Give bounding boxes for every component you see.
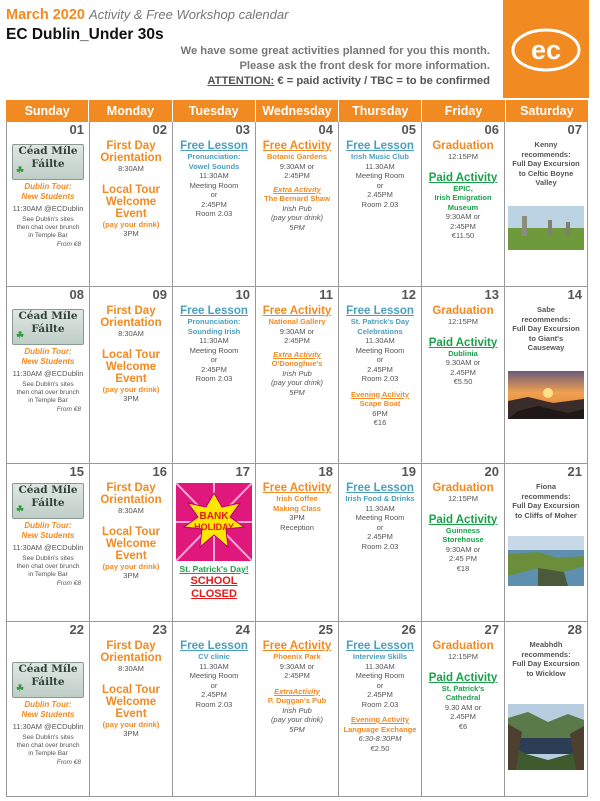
day-friday: Friday <box>422 100 505 122</box>
day-cell: 19 Free Lesson Irish Food & Drinks 11.30AM Meeting Room or 2.45PM Room 2.03 <box>339 464 422 621</box>
day-cell: 10 Free Lesson Pronunciation: Sounding Irish 11:30AM Meeting Room or 2:45PM Room 2.03 <box>173 287 256 463</box>
intro-text: We have some great activities planned for you this month. Please ask the front desk for more information. ATTENTION: € = paid activity / TBC = to be confirmed <box>180 45 490 87</box>
calendar-title: March 2020 Activity & Free Workshop calendar <box>6 7 289 23</box>
school-title: EC Dublin_Under 30s <box>6 26 164 43</box>
cead-mile-failte-sign: ☘ Céad Míle Fáilte <box>12 144 84 180</box>
day-cell: 23 First Day Orientation 8:30AM Local Tour Welcome Event (pay your drink) 3PM <box>90 622 173 796</box>
day-cell: 20 Graduation 12:15PM Paid Activity Guinness Storehouse 9:30AM or 2:45 PM €18 <box>422 464 505 621</box>
day-cell: 18 Free Activity Irish Coffee Making Class 3PM Reception <box>256 464 339 621</box>
day-header-row <box>6 100 588 122</box>
day-cell: 08 ☘ Céad Míle Fáilte Dublin Tour: New Students 11:30AM @ECDublin See Dublin's sites then chat over brunch in Temple Bar From €8 <box>7 287 90 463</box>
ec-logo <box>503 0 589 98</box>
day-cell: 12 Free Lesson St. Patrick's Day Celebrations 11.30AM Meeting Room or 2.45PM Room 2.03 Evening Activity Scape Boat 6PM €16 <box>339 287 422 463</box>
bank-holiday-graphic <box>176 483 252 561</box>
cead-mile-failte-sign: ☘ Céad Míle Fáilte <box>12 662 84 698</box>
svg-text:BANK: BANK <box>199 511 229 522</box>
calendar <box>6 100 588 797</box>
day-cell: 03 Free Lesson Pronunciation: Vowel Sounds 11:30AM Meeting Room or 2:45PM Room 2.03 <box>173 122 256 286</box>
day-cell: 07 Kenny recommends: Full Day Excursion to Celtic Boyne Valley <box>505 122 588 286</box>
day-cell: 01 ☘ Céad Míle Fáilte Dublin Tour: New Students 11:30AM @ECDublin See Dublin's sites then chat over brunch in Temple Bar From €8 <box>7 122 90 286</box>
svg-text:ec: ec <box>530 35 562 65</box>
day-cell: 15 ☘ Céad Míle Fáilte Dublin Tour: New Students 11:30AM @ECDublin See Dublin's sites then chat over brunch in Temple Bar From €8 <box>7 464 90 621</box>
header <box>0 0 600 100</box>
day-cell: 05 Free Lesson Irish Music Club 11.30AM Meeting Room or 2.45PM Room 2.03 <box>339 122 422 286</box>
day-sunday: Sunday <box>6 100 89 122</box>
day-monday: Monday <box>89 100 172 122</box>
day-cell: 06 Graduation 12:15PM Paid Activity EPIC, Irish Emigration Museum 9:30AM or 2:45PM €11.50 <box>422 122 505 286</box>
day-wednesday: Wednesday <box>256 100 339 122</box>
day-cell: 02 First Day Orientation 8:30AM Local Tour Welcome Event (pay your drink) 3PM <box>90 122 173 286</box>
day-cell: 22 ☘ Céad Míle Fáilte Dublin Tour: New Students 11:30AM @ECDublin See Dublin's sites then chat over brunch in Temple Bar From €8 <box>7 622 90 796</box>
week-row <box>6 622 588 797</box>
cead-mile-failte-sign: ☘ Céad Míle Fáilte <box>12 483 84 519</box>
week-row <box>6 122 588 287</box>
cliffs-of-moher-photo <box>508 536 584 586</box>
day-cell: 11 Free Activity National Gallery 9:30AM or 2:45PM Extra Activity O'Donoghue's Irish Pub (pay your drink) 5PM <box>256 287 339 463</box>
day-cell: 17 BANK HOLIDAY St. Patrick's Day! SCHOOL CLOSED <box>173 464 256 621</box>
day-cell: 13 Graduation 12:15PM Paid Activity Dublinia 9.30AM or 2.45PM €5.50 <box>422 287 505 463</box>
ec-logo-icon <box>511 28 581 72</box>
day-cell: 27 Graduation 12:15PM Paid Activity St. Patrick's Cathedral 9.30 AM or 2.45PM €6 <box>422 622 505 796</box>
week-row <box>6 287 588 464</box>
week-row <box>6 464 588 622</box>
cead-mile-failte-sign: ☘ Céad Míle Fáilte <box>12 309 84 345</box>
day-cell: 28 Meabhdh recommends: Full Day Excursion to Wicklow <box>505 622 588 796</box>
giants-causeway-photo <box>508 371 584 419</box>
day-tuesday: Tuesday <box>173 100 256 122</box>
wicklow-photo <box>508 704 584 770</box>
day-cell: 09 First Day Orientation 8:30AM Local Tour Welcome Event (pay your drink) 3PM <box>90 287 173 463</box>
day-cell: 24 Free Lesson CV clinic 11.30AM Meeting Room or 2.45PM Room 2.03 <box>173 622 256 796</box>
day-cell: 21 Fiona recommends: Full Day Excursion to Cliffs of Moher <box>505 464 588 621</box>
celtic-boyne-photo <box>508 206 584 250</box>
day-thursday: Thursday <box>339 100 422 122</box>
day-cell: 25 Free Activity Phoenix Park 9:30AM or 2:45PM ExtraActivity P. Duggan's Pub Irish Pub (pay your drink) 5PM <box>256 622 339 796</box>
svg-text:HOLIDAY: HOLIDAY <box>194 522 234 532</box>
day-saturday: Saturday <box>506 100 588 122</box>
day-cell: 04 Free Activity Botanic Gardens 9:30AM or 2:45PM Extra Activity The Bernard Shaw Irish Pub (pay your drink) 5PM <box>256 122 339 286</box>
day-cell: 26 Free Lesson Interview Skills 11.30AM Meeting Room or 2.45PM Room 2.03 Evening Activity Language Exchange 6:30-8:30PM €2.50 <box>339 622 422 796</box>
day-cell: 16 First Day Orientation 8:30AM Local Tour Welcome Event (pay your drink) 3PM <box>90 464 173 621</box>
day-cell: 14 Sabe recommends: Full Day Excursion to Giant's Causeway <box>505 287 588 463</box>
